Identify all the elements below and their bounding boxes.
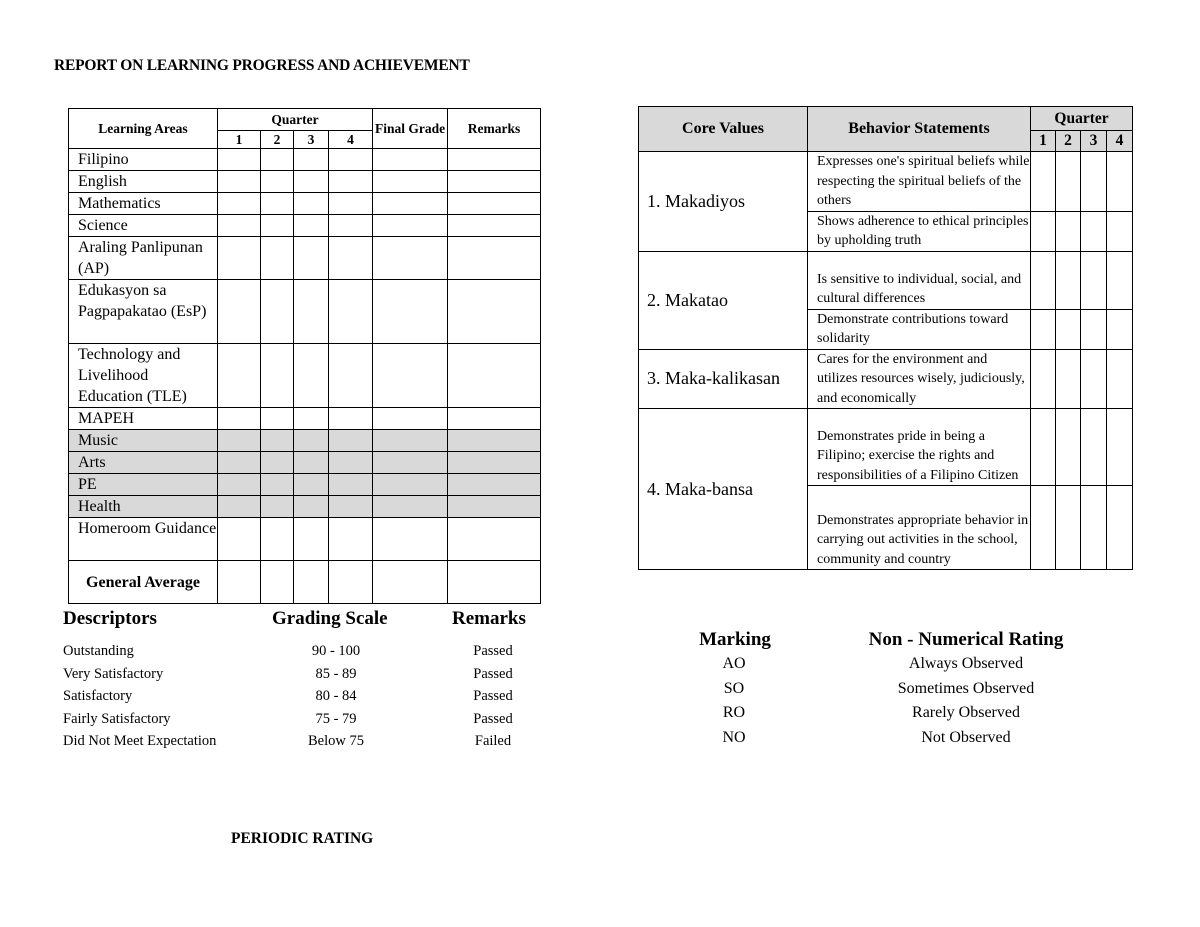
- learning-areas-body: [69, 149, 541, 561]
- grade-cell: [373, 280, 448, 344]
- grade-cell: [218, 496, 261, 518]
- grade-cell: [261, 561, 294, 604]
- grade-cell: [448, 193, 541, 215]
- grade-cell: [373, 474, 448, 496]
- learning-area-label: Filipino: [69, 149, 218, 171]
- grading-scale-value: 90 - 100: [311, 643, 361, 659]
- learning-area-label: Technology and Livelihood Education (TLE): [69, 344, 218, 408]
- learning-area-row: [69, 496, 541, 518]
- marking-code: SO: [723, 679, 745, 697]
- rating-cell: [1031, 486, 1056, 570]
- grading-scale-value: 80 - 84: [315, 688, 357, 704]
- rating-cell: [1056, 349, 1081, 409]
- rating-cell: [1107, 349, 1133, 409]
- learning-area-row: [69, 474, 541, 496]
- quarter-header: Quarter: [218, 109, 373, 131]
- descriptor-label: Very Satisfactory: [63, 665, 164, 682]
- grade-cell: [218, 237, 261, 280]
- rating-cell: [1031, 211, 1056, 251]
- grade-cell: [329, 408, 373, 430]
- rating-cell: [1081, 349, 1107, 409]
- learning-area-label: Edukasyon sa Pagpapakatao (EsP): [69, 280, 218, 344]
- grade-cell: [218, 430, 261, 452]
- rating-cell: [1056, 251, 1081, 309]
- behavior-statement: Expresses one's spiritual beliefs while respecting the spiritual beliefs of the others: [808, 152, 1031, 212]
- values-quarter-2-header: 2: [1056, 131, 1081, 152]
- marking-code: AO: [722, 655, 746, 672]
- descriptors-header: Descriptors: [63, 608, 157, 629]
- grade-cell: [373, 561, 448, 604]
- grade-cell: [373, 408, 448, 430]
- marking-description: Not Observed: [921, 728, 1011, 746]
- rating-cell: [1031, 251, 1056, 309]
- marking-code: RO: [722, 704, 746, 721]
- grade-cell: [294, 430, 329, 452]
- marking-code: NO: [722, 728, 746, 746]
- grading-scale-value: Below 75: [308, 733, 364, 749]
- grade-cell: [329, 474, 373, 496]
- grade-cell: [373, 149, 448, 171]
- behavior-row: [639, 409, 1133, 486]
- grade-cell: [373, 237, 448, 280]
- core-value-label: 3. Maka-kalikasan: [639, 349, 808, 409]
- grade-cell: [448, 171, 541, 193]
- grade-cell: [329, 452, 373, 474]
- grade-cell: [373, 215, 448, 237]
- grade-cell: [294, 237, 329, 280]
- behavior-statement: Demonstrate contributions toward solidarity: [808, 309, 1031, 349]
- learning-area-label: MAPEH: [69, 408, 218, 430]
- grade-cell: [373, 452, 448, 474]
- behavior-statements-header: Behavior Statements: [808, 107, 1031, 152]
- grade-cell: [329, 237, 373, 280]
- grade-cell: [329, 171, 373, 193]
- non-numerical-rating-header: Non - Numerical Rating: [868, 629, 1064, 650]
- descriptor-label: Satisfactory: [63, 688, 133, 704]
- behavior-statement: Demonstrates pride in being a Filipino; exercise the rights and responsibilities of a Filipino Citizen: [808, 409, 1031, 486]
- grade-cell: [448, 518, 541, 561]
- grade-cell: [218, 344, 261, 408]
- behavior-row: [639, 152, 1133, 212]
- marking-description: Rarely Observed: [912, 704, 1020, 721]
- descriptor-label: Outstanding: [63, 643, 134, 659]
- values-quarter-3-header: 3: [1081, 131, 1107, 152]
- values-quarter-1-header: 1: [1031, 131, 1056, 152]
- rating-cell: [1056, 486, 1081, 570]
- grade-cell: [218, 474, 261, 496]
- descriptor-label: Did Not Meet Expectation: [63, 733, 217, 749]
- remarks-legend-header: Remarks: [452, 608, 526, 629]
- rating-cell: [1107, 409, 1133, 486]
- learning-area-row: [69, 193, 541, 215]
- core-values-body: [639, 152, 1133, 570]
- grade-cell: [329, 215, 373, 237]
- grade-cell: [294, 452, 329, 474]
- remarks-value: Passed: [473, 710, 513, 727]
- grading-scale-value: 85 - 89: [315, 665, 357, 682]
- grade-cell: [373, 344, 448, 408]
- learning-area-row: [69, 344, 541, 408]
- core-values-table: [638, 106, 1133, 570]
- remarks-value: Passed: [473, 688, 513, 704]
- behavior-statement: Is sensitive to individual, social, and cultural differences: [808, 251, 1031, 309]
- learning-area-label: Science: [69, 215, 218, 237]
- behavior-statement: Cares for the environment and utilizes resources wisely, judiciously, and economically: [808, 349, 1031, 409]
- behavior-row: [639, 251, 1133, 309]
- grade-cell: [448, 430, 541, 452]
- learning-area-label: Mathematics: [69, 193, 218, 215]
- grade-cell: [261, 496, 294, 518]
- grade-cell: [294, 215, 329, 237]
- learning-areas-table: [68, 108, 541, 604]
- values-quarter-header: Quarter: [1031, 107, 1133, 131]
- grade-cell: [218, 171, 261, 193]
- behavior-statement: Shows adherence to ethical principles by upholding truth: [808, 211, 1031, 251]
- grade-cell: [294, 496, 329, 518]
- grade-cell: [329, 149, 373, 171]
- learning-area-label: Homeroom Guidance: [69, 518, 218, 561]
- grade-cell: [261, 149, 294, 171]
- grade-cell: [218, 561, 261, 604]
- learning-area-label: Arts: [69, 452, 218, 474]
- rating-cell: [1056, 211, 1081, 251]
- grade-cell: [294, 474, 329, 496]
- report-title: REPORT ON LEARNING PROGRESS AND ACHIEVEMENT: [54, 57, 470, 74]
- rating-cell: [1081, 211, 1107, 251]
- grade-cell: [448, 280, 541, 344]
- learning-area-row: [69, 408, 541, 430]
- grade-cell: [329, 561, 373, 604]
- rating-cell: [1031, 349, 1056, 409]
- grade-cell: [294, 280, 329, 344]
- grade-cell: [218, 215, 261, 237]
- grade-cell: [261, 408, 294, 430]
- grade-cell: [373, 518, 448, 561]
- grade-cell: [448, 344, 541, 408]
- quarter-4-header: 4: [329, 131, 373, 149]
- grade-cell: [294, 518, 329, 561]
- learning-area-row: [69, 280, 541, 344]
- marking-description: Always Observed: [908, 655, 1024, 672]
- grade-cell: [294, 193, 329, 215]
- grade-cell: [329, 430, 373, 452]
- remarks-header: Remarks: [448, 109, 541, 149]
- grade-cell: [261, 518, 294, 561]
- rating-cell: [1056, 152, 1081, 212]
- rating-cell: [1056, 309, 1081, 349]
- grade-cell: [218, 193, 261, 215]
- grade-cell: [261, 280, 294, 344]
- learning-area-row: [69, 171, 541, 193]
- grading-scale-value: 75 - 79: [315, 710, 357, 727]
- grade-cell: [448, 408, 541, 430]
- core-values-header: Core Values: [639, 107, 808, 152]
- grade-cell: [218, 408, 261, 430]
- rating-cell: [1031, 152, 1056, 212]
- grade-cell: [294, 344, 329, 408]
- grade-cell: [218, 452, 261, 474]
- learning-area-label: Araling Panlipunan (AP): [69, 237, 218, 280]
- learning-area-label: Music: [69, 430, 218, 452]
- quarter-2-header: 2: [261, 131, 294, 149]
- grade-cell: [448, 496, 541, 518]
- grade-cell: [218, 149, 261, 171]
- general-average-row: [69, 561, 541, 604]
- learning-area-label: Health: [69, 496, 218, 518]
- grade-cell: [218, 518, 261, 561]
- grade-cell: [261, 237, 294, 280]
- grade-cell: [448, 237, 541, 280]
- grade-cell: [294, 149, 329, 171]
- rating-cell: [1031, 409, 1056, 486]
- rating-cell: [1031, 309, 1056, 349]
- rating-cell: [1056, 409, 1081, 486]
- learning-area-label: PE: [69, 474, 218, 496]
- grade-cell: [261, 344, 294, 408]
- marking-header: Marking: [699, 629, 771, 650]
- learning-area-row: [69, 237, 541, 280]
- learning-area-row: [69, 430, 541, 452]
- remarks-value: Failed: [474, 733, 512, 749]
- learning-area-label: English: [69, 171, 218, 193]
- rating-cell: [1107, 486, 1133, 570]
- rating-cell: [1107, 152, 1133, 212]
- grade-cell: [294, 408, 329, 430]
- grade-cell: [294, 171, 329, 193]
- periodic-rating-title: PERIODIC RATING: [231, 830, 374, 847]
- grade-cell: [448, 452, 541, 474]
- grade-cell: [261, 193, 294, 215]
- rating-cell: [1107, 211, 1133, 251]
- rating-cell: [1081, 309, 1107, 349]
- marking-description: Sometimes Observed: [897, 679, 1035, 697]
- grade-cell: [261, 215, 294, 237]
- learning-area-row: [69, 149, 541, 171]
- general-average-label: General Average: [69, 561, 218, 604]
- learning-area-row: [69, 215, 541, 237]
- grade-cell: [329, 280, 373, 344]
- core-value-label: 4. Maka-bansa: [639, 409, 808, 570]
- grade-cell: [448, 149, 541, 171]
- grade-cell: [329, 518, 373, 561]
- rating-cell: [1107, 251, 1133, 309]
- grade-cell: [329, 344, 373, 408]
- core-value-label: 2. Makatao: [639, 251, 808, 349]
- remarks-value: Passed: [473, 643, 513, 659]
- grade-cell: [448, 474, 541, 496]
- behavior-row: [639, 349, 1133, 409]
- values-quarter-4-header: 4: [1107, 131, 1133, 152]
- grade-cell: [448, 215, 541, 237]
- grade-cell: [218, 280, 261, 344]
- descriptor-label: Fairly Satisfactory: [63, 710, 171, 727]
- grade-cell: [373, 193, 448, 215]
- grade-cell: [294, 561, 329, 604]
- rating-cell: [1081, 251, 1107, 309]
- grading-scale-header: Grading Scale: [272, 608, 388, 629]
- rating-cell: [1107, 309, 1133, 349]
- grade-cell: [261, 474, 294, 496]
- grade-cell: [448, 561, 541, 604]
- grade-cell: [261, 171, 294, 193]
- grade-cell: [373, 496, 448, 518]
- grade-cell: [261, 430, 294, 452]
- learning-area-row: [69, 452, 541, 474]
- grade-cell: [329, 496, 373, 518]
- rating-cell: [1081, 486, 1107, 570]
- core-value-label: 1. Makadiyos: [639, 152, 808, 252]
- remarks-value: Passed: [473, 665, 513, 682]
- grade-cell: [261, 452, 294, 474]
- grade-cell: [329, 193, 373, 215]
- rating-cell: [1081, 152, 1107, 212]
- rating-cell: [1081, 409, 1107, 486]
- grade-cell: [373, 171, 448, 193]
- quarter-1-header: 1: [218, 131, 261, 149]
- final-grade-header: Final Grade: [373, 109, 448, 149]
- learning-area-row: [69, 518, 541, 561]
- grade-cell: [373, 430, 448, 452]
- quarter-3-header: 3: [294, 131, 329, 149]
- behavior-statement: Demonstrates appropriate behavior in carrying out activities in the school, community and country: [808, 486, 1031, 570]
- learning-areas-header: Learning Areas: [69, 109, 218, 149]
